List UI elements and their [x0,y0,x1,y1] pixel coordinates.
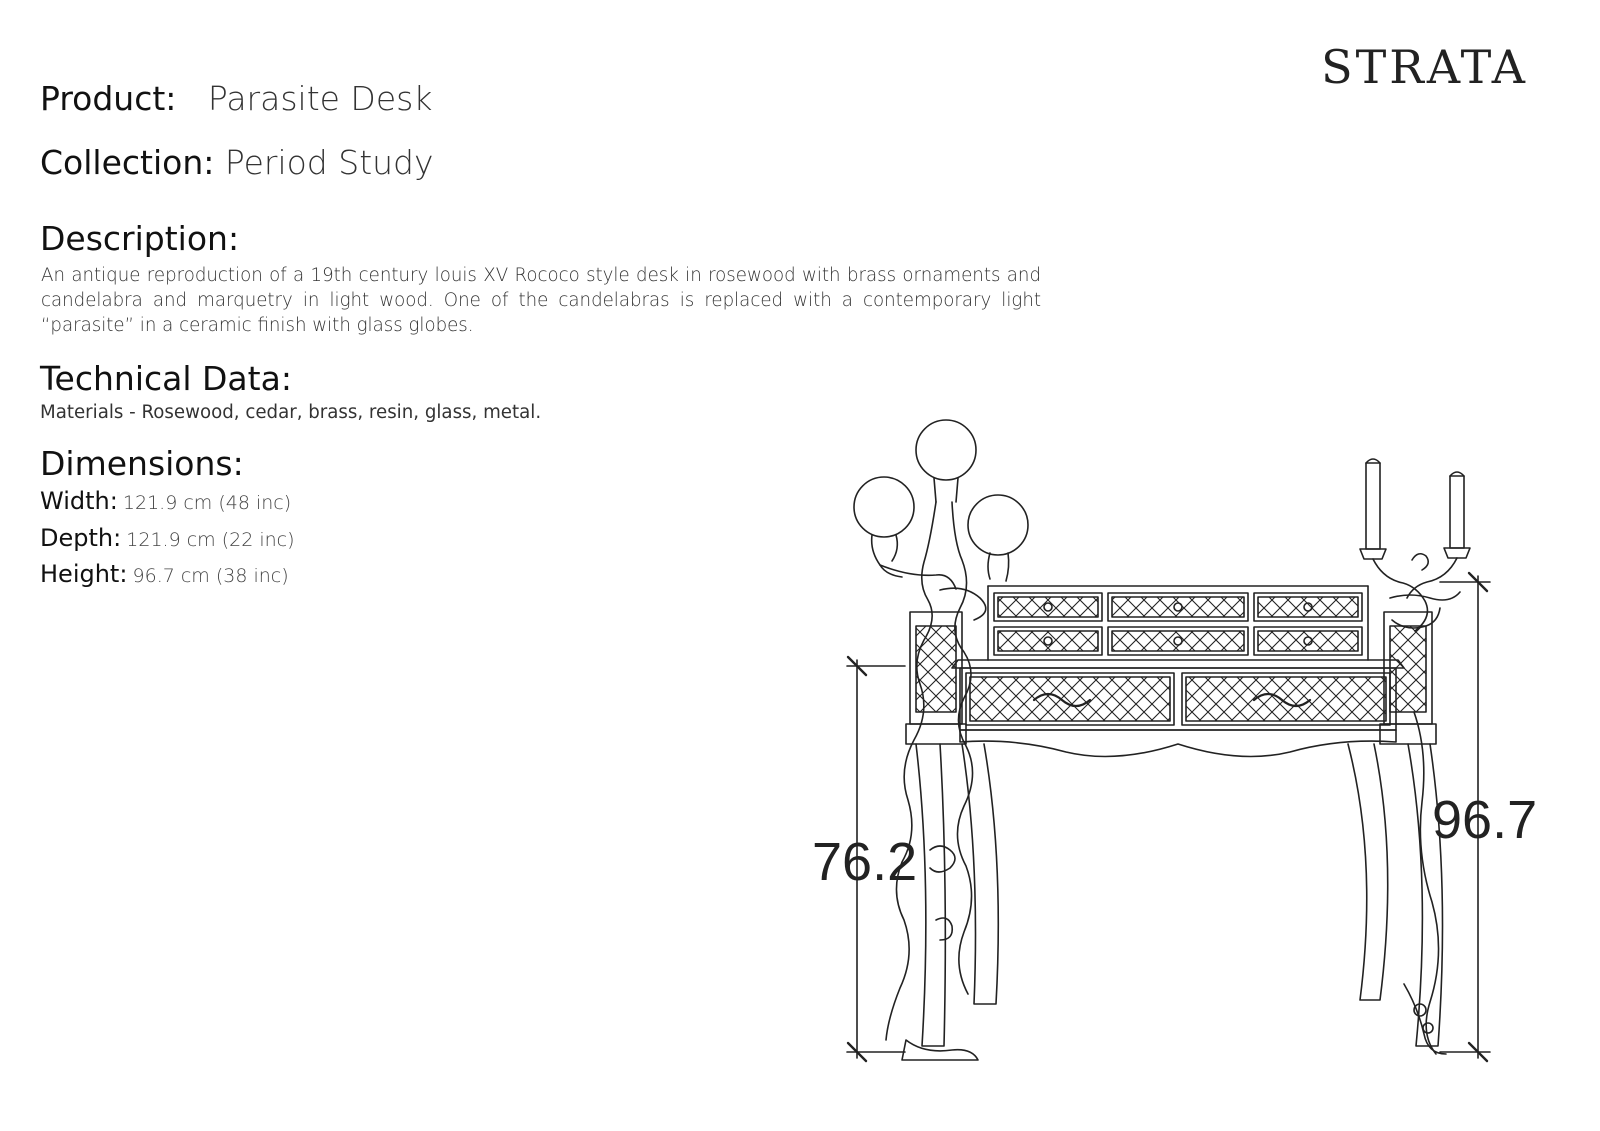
desk-body [906,586,1443,1046]
collection-row [40,143,434,182]
height-label: Height: [40,560,128,588]
depth-label: Depth: [40,524,122,552]
product-row [40,79,433,118]
dimension-depth [40,524,295,552]
collection-label: Collection: [40,143,215,182]
right-dimension-value: 96.7 [1432,790,1538,850]
dimension-height [40,560,289,588]
materials-text: Materials - Rosewood, cedar, brass, resin, glass, metal. [40,402,542,423]
description-heading: Description: [40,219,240,258]
technical-data-heading: Technical Data: [40,359,292,398]
width-label: Width: [40,487,118,515]
width-value: 121.9 cm (48 inc) [122,492,292,514]
height-value: 96.7 cm (38 inc) [132,565,289,587]
collection-name: Period Study [224,143,434,182]
desk-line-drawing [800,410,1560,1090]
dimensions-heading: Dimensions: [40,444,244,483]
description-text: An antique reproduction of a 19th century louis XV Rococo style desk in rosewood with brass ornaments and candelabra and marquetry in light wood. One of the candelabras is replaced with a contemporary light “parasite” in a ceramic finish with glass globes. [41,265,1041,336]
left-dimension-value: 76.2 [812,832,918,892]
brand-logo: STRATA [1321,40,1528,94]
product-name: Parasite Desk [207,79,433,118]
depth-value: 121.9 cm (22 inc) [126,529,295,551]
product-label: Product: [40,79,177,118]
parasite-light [854,420,1028,1060]
dimension-width [40,487,291,515]
